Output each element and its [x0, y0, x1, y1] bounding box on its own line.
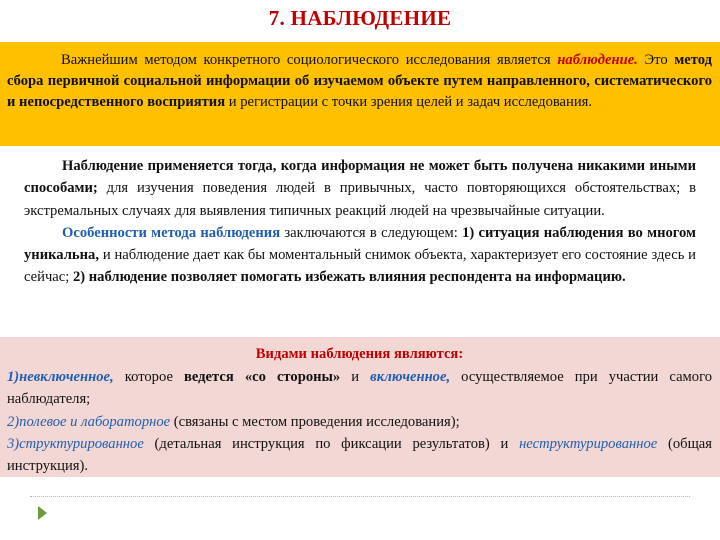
- feature-2: 2) наблюдение позволяет помогать избежать влияния респондента на информацию.: [72, 269, 626, 286]
- types-heading: Видами наблюдения являются:: [255, 346, 464, 362]
- type-structured: 3)структурированное: [7, 435, 144, 452]
- types-item-1-text-1: которое: [113, 369, 184, 386]
- types-item-1-text-2: и: [340, 369, 371, 386]
- definition-text-2: Это: [637, 52, 675, 68]
- triangle-right-icon[interactable]: [38, 506, 47, 520]
- features-heading: Особенности метода наблюдения: [62, 224, 281, 241]
- usage-paragraph: [24, 155, 696, 222]
- usage-bold: Наблюдение применяется тогда, когда информация не может быть получена никакими иными способами;: [24, 158, 696, 197]
- usage-text: для изучения поведения людей в привычных, часто повторяющихся обстоятельствах; в экстремальных случаях для выявления типичных реакций людей на чрезвычайные ситуации.: [24, 180, 696, 219]
- type-field-lab: 2)полевое и лабораторное: [7, 413, 171, 430]
- type-unstructured: неструктурированное: [519, 435, 658, 452]
- definition-paragraph: [7, 50, 712, 113]
- usage-block: [20, 155, 700, 289]
- page-title: 7. НАБЛЮДЕНИЕ: [268, 6, 452, 30]
- footer-divider: [30, 496, 690, 497]
- types-item-1-bold: ведется «со стороны»: [184, 369, 341, 386]
- type-nonparticipant: 1)невключенное,: [7, 369, 114, 386]
- features-text-1: заключаются в следующем:: [280, 224, 463, 241]
- types-item-2: [7, 411, 712, 433]
- features-text-2: и наблюдение дает как бы моментальный снимок объекта, характеризует его состояние здесь и сейчас;: [24, 247, 696, 286]
- feature-1: 1) ситуация наблюдения во многом уникальна,: [24, 224, 696, 264]
- types-box: [0, 337, 720, 477]
- types-item-2-text: (связаны с местом проведения исследования);: [170, 413, 460, 430]
- types-item-3-text-1: (детальная инструкция по фиксации результатов) и: [143, 435, 520, 452]
- types-item-3: [7, 433, 712, 477]
- definition-box: [0, 42, 720, 146]
- type-participant: включенное,: [370, 369, 451, 386]
- definition-text-1: Важнейшим методом конкретного социологического исследования является: [61, 52, 558, 68]
- types-item-1-text-3: осуществляемое при участии самого наблюдателя;: [7, 369, 713, 408]
- types-item-3-text-2: (общая инструкция).: [7, 435, 712, 475]
- definition-bold: метод сбора первичной социальной информации об изучаемом объекте путем направленного, систематического и непосредственного восприятия: [7, 52, 713, 110]
- term-observation: наблюдение.: [557, 52, 638, 68]
- definition-text-3: и регистрации с точки зрения целей и задач исследования.: [225, 94, 593, 110]
- types-item-1: [7, 366, 712, 410]
- features-paragraph: [24, 222, 696, 289]
